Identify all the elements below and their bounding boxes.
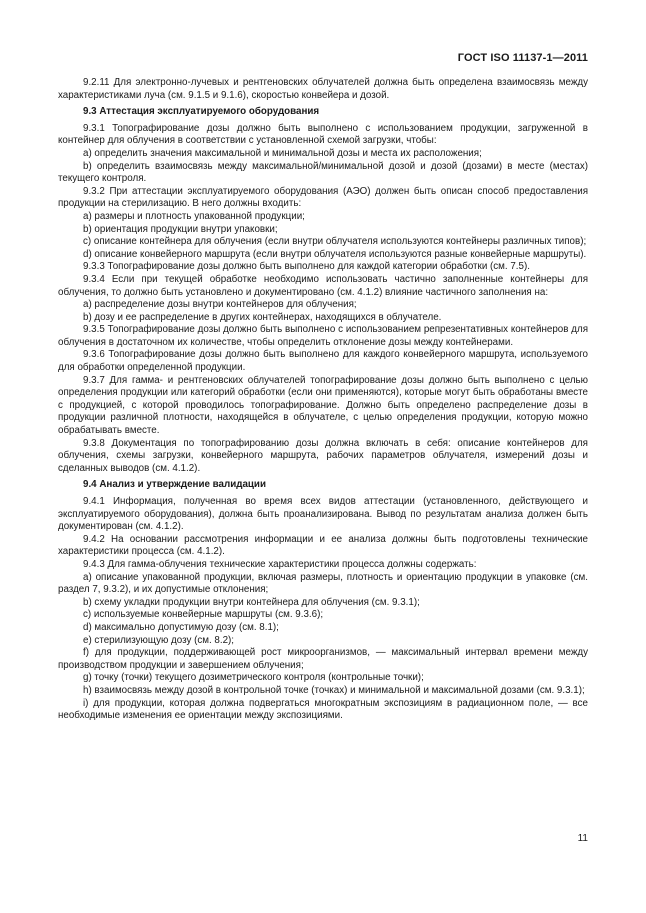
list-item: b) определить взаимосвязь между максимальной/минимальной дозой и дозой (дозами) в месте (местах) текущего контроля. xyxy=(58,160,588,185)
paragraph-9-3-6: 9.3.6 Топографирование дозы должно быть выполнено для каждого конвейерного маршрута, используемого для обработки определенной продукции. xyxy=(58,349,588,374)
paragraph-9-3-7: 9.3.7 Для гамма- и рентгеновских облучателей топографирование дозы должно быть выполнено с целью определения продукции или категорий обработки (если они применяются), которые могут быть обработаны вместе с продукцией, с которой проводилось топографирование. Должно быть определено распределение дозы в продукции различной плотности, находящейся в облучателе, с целью определения продукции, которую можно обрабатывать вместе. xyxy=(58,374,588,437)
list-item: с) используемые конвейерные маршруты (см. 9.3.6); xyxy=(83,609,324,621)
paragraph-9-2-11: 9.2.11 Для электронно-лучевых и рентгеновских облучателей должна быть определена взаимосвязь между характеристиками луча (см. 9.1.5 и 9.1.6), скоростью конвейера и дозой. xyxy=(58,77,588,101)
list-item: h) взаимосвязь между дозой в контрольной точке (точках) и минимальной и максимальной дозами (см. 9.3.1); xyxy=(83,684,585,696)
list-item: с) описание контейнера для облучения (если внутри облучателя используются контейнеры различных типов); xyxy=(83,236,587,248)
paragraph-9-4-3: 9.4.3 Для гамма-облучения технические характеристики процесса должны содержать: xyxy=(83,558,477,570)
paragraph-9-3-4: 9.3.4 Если при текущей обработке необходимо использовать частично заполненные контейнеры для облучения, то должно быть установлено и документировано (см. 4.1.2) влияние частичного заполнения на: xyxy=(58,273,588,298)
list-item: а) размеры и плотность упакованной продукции; xyxy=(83,210,305,222)
list-item: i) для продукции, которая должна подвергаться многократным экспозициям в радиационном поле, — все необходимые изменения ее ориентации между экспозициями. xyxy=(58,697,588,722)
paragraph-9-3-5: 9.3.5 Топографирование дозы должно быть выполнено с использованием репрезентативных контейнеров для облучения в достаточном их количестве, чтобы определить отклонение дозы между контейнерами. xyxy=(58,324,588,348)
list-item: а) описание упакованной продукции, включая размеры, плотность и ориентацию продукции в упаковке (см. раздел 7, 9.3.2), и их допустимые отклонения; xyxy=(58,571,588,596)
paragraph-9-3-3: 9.3.3 Топографирование дозы должно быть выполнено для каждой категории обработки (см. 7.5). xyxy=(83,261,530,273)
section-heading-9-4: 9.4 Анализ и утверждение валидации xyxy=(83,479,266,491)
list-item: а) распределение дозы внутри контейнеров для облучения; xyxy=(83,299,357,311)
list-item: b) схему укладки продукции внутри контейнера для облучения (см. 9.3.1); xyxy=(83,596,420,608)
page-body xyxy=(58,77,588,723)
list-item: b) ориентация продукции внутри упаковки; xyxy=(83,223,278,235)
paragraph-9-4-2: 9.4.2 На основании рассмотрения информации и ее анализа должны быть подготовлены технические характеристики процесса (см. 4.1.2). xyxy=(58,533,588,558)
list-item: е) стерилизующую дозу (см. 8.2); xyxy=(83,634,235,646)
list-item: d) описание конвейерного маршрута (если внутри облучателя используются разные конвейерные маршруты). xyxy=(83,248,587,260)
section-heading-9-3: 9.3 Аттестация эксплуатируемого оборудования xyxy=(83,106,320,118)
paragraph-9-3-2: 9.3.2 При аттестации эксплуатируемого оборудования (АЭО) должен быть описан способ предоставления продукции на стерилизацию. В него должны входить: xyxy=(58,185,588,210)
paragraph-9-3-1: 9.3.1 Топографирование дозы должно быть выполнено с использованием продукции, загруженной в контейнер для облучения в соответствии с установленной схемой загрузки, чтобы: xyxy=(58,122,588,147)
paragraph-9-4-1: 9.4.1 Информация, полученная во время всех видов аттестации (установленного, действующего и эксплуатируемого оборудования), должна быть проанализирована. Вывод по результатам анализа должен быть документирован (см. 4.1.2). xyxy=(58,496,588,533)
list-item: g) точку (точки) текущего дозиметрического контроля (контрольные точки); xyxy=(83,672,424,684)
list-item: b) дозу и ее распределение в других контейнерах, находящихся в облучателе. xyxy=(83,311,442,323)
list-item: а) определить значения максимальной и минимальной дозы и места их расположения; xyxy=(83,147,482,159)
paragraph-9-3-8: 9.3.8 Документация по топографированию дозы должна включать в себя: описание контейнеров для облучения, схемы загрузки, конвейерного маршрута, рабочих параметров облучателя, измерений дозы и сделанных выводов (см. 4.1.2). xyxy=(58,437,588,474)
list-item: d) максимально допустимую дозу (см. 8.1); xyxy=(83,621,279,633)
list-item: f) для продукции, поддерживающей рост микроорганизмов, — максимальный интервал времени между производством продукции и завершением облучения; xyxy=(58,647,588,671)
document-code: ГОСТ ISO 11137-1—2011 xyxy=(457,52,588,64)
page-number: 11 xyxy=(577,833,588,844)
